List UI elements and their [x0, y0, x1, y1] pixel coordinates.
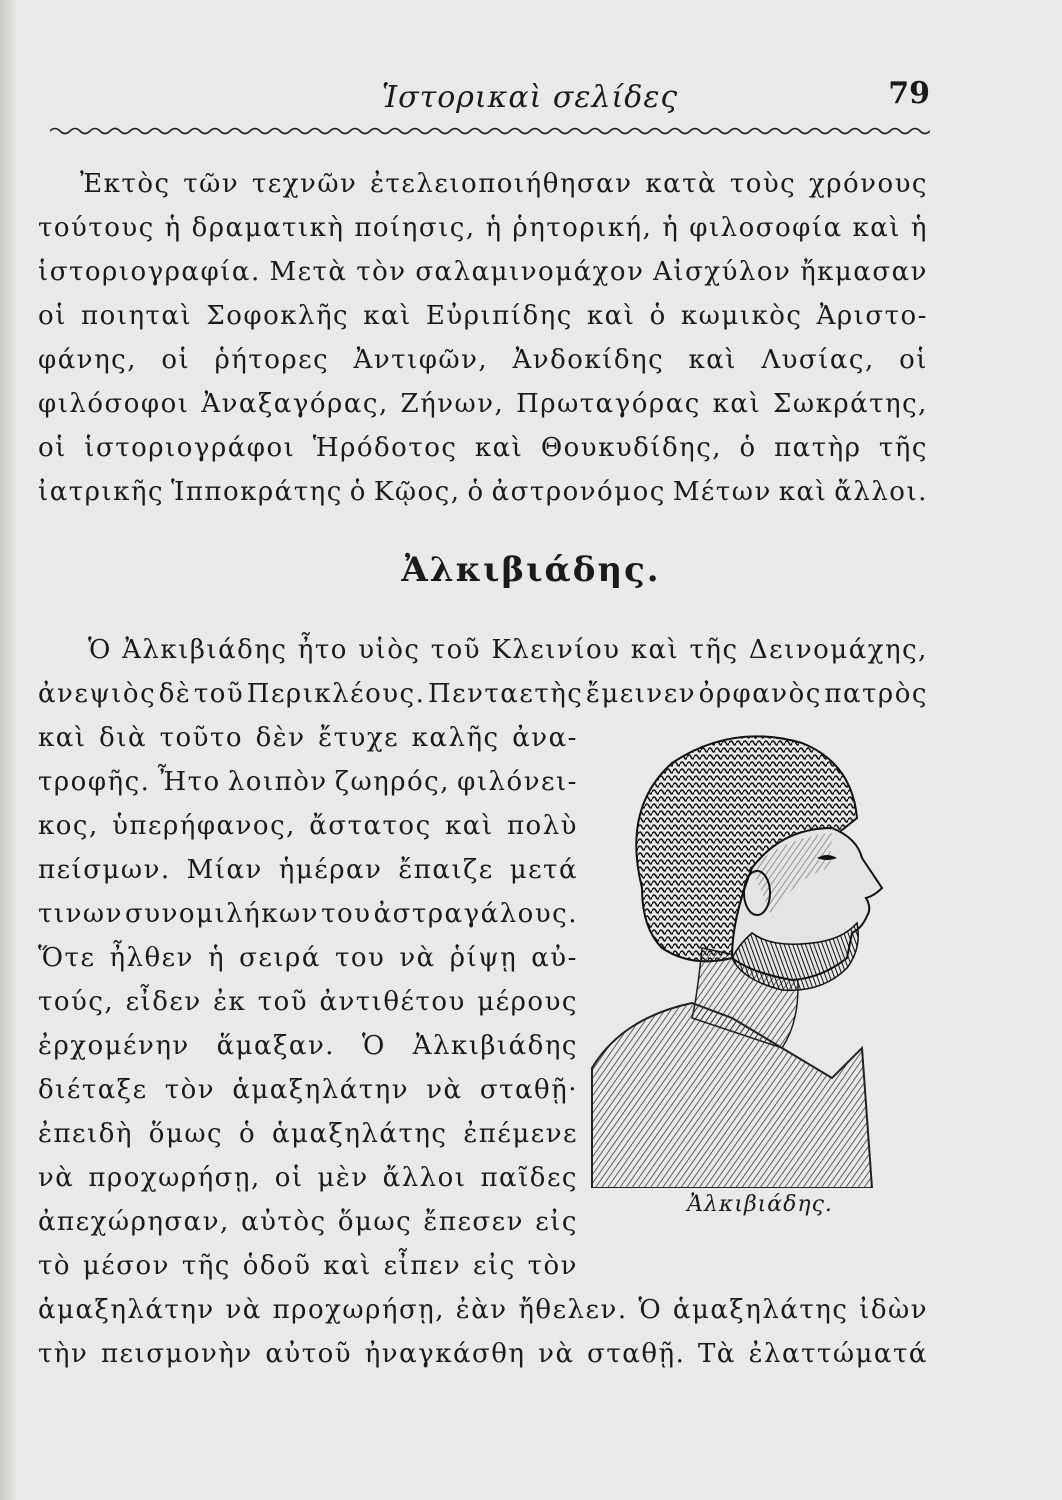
word: ἁμαξηλάτης — [672, 1295, 849, 1325]
word: Ἱπποκράτης — [171, 477, 343, 507]
word: ἐπειδὴ — [38, 1119, 133, 1149]
word: Εὐριπίδης — [425, 301, 573, 331]
word: ὁ — [739, 433, 757, 463]
word: ἐρχομένην — [38, 1031, 190, 1061]
word: ἤκμασαν — [800, 257, 928, 287]
word: Ἀντιφῶν, — [353, 345, 489, 375]
word: ἡ — [208, 943, 226, 973]
word: συνομιλήκων — [125, 899, 319, 929]
text-line — [38, 766, 578, 798]
word: καὶ — [38, 723, 87, 753]
word: ἱστοριογραφία. — [38, 257, 261, 287]
word: καὶ — [363, 301, 412, 331]
word: νὰ — [538, 1339, 575, 1369]
word: καὶ — [474, 433, 524, 463]
word: τοῦ — [257, 987, 309, 1017]
word: αὐτὸς — [241, 1207, 327, 1237]
word: ἰατρικῆς — [38, 477, 165, 507]
word: οἱ — [38, 433, 67, 463]
word: ἐτελειοποιήθησαν — [370, 169, 633, 199]
text-line — [38, 1162, 578, 1194]
word: Δεινομάχης, — [748, 635, 928, 665]
word: ὁ — [649, 301, 667, 331]
word: ὁδοῦ — [242, 1251, 312, 1281]
word: ὁ — [349, 477, 367, 507]
word: τῆς — [181, 1251, 231, 1281]
word: Ἀναξαγόρας, — [201, 389, 389, 419]
word: πείσμων. — [38, 855, 171, 885]
portrait-bust-engraving-icon — [582, 718, 932, 1188]
word: προχωρήσῃ, — [88, 1163, 261, 1193]
word: ἦλθεν — [109, 943, 194, 973]
word: ῥίψῃ — [449, 943, 518, 973]
text-line — [38, 476, 928, 508]
word: δὲν — [255, 723, 306, 753]
word: νὰ — [225, 1295, 262, 1325]
word: ἐλαττώματά — [748, 1339, 928, 1369]
word: Ὁ — [638, 1295, 663, 1325]
word: σειρά — [239, 943, 321, 973]
word: προχωρήσῃ, — [272, 1295, 446, 1325]
word: λοιπὸν — [227, 767, 328, 797]
text-line — [38, 1118, 578, 1150]
word: καὶ — [778, 477, 828, 507]
word: πατρὸς — [824, 679, 928, 709]
word: φιλόνει- — [457, 767, 578, 797]
text-line — [38, 344, 928, 376]
word: ὀρφανὸς — [698, 679, 822, 709]
word: ποιηταὶ — [81, 301, 193, 331]
text-line — [38, 810, 578, 842]
word: ἤθελεν. — [518, 1295, 628, 1325]
word: ἡ — [164, 213, 182, 243]
word: ἀστρονόμος — [491, 477, 666, 507]
word: Ἀλκιβιάδης — [412, 1031, 578, 1061]
word: ἰδὼν — [859, 1295, 928, 1325]
page-number: 79 — [888, 76, 930, 111]
word: τούς, — [38, 987, 115, 1017]
word: Ὅτε — [38, 943, 96, 973]
word: ἀπεχώρησαν, — [38, 1207, 230, 1237]
word: Μετὰ — [269, 257, 348, 287]
word: ἔπεσεν — [423, 1207, 524, 1237]
word: νὰ — [399, 943, 436, 973]
word: φάνης, — [38, 345, 137, 375]
word: υἱὸς — [358, 635, 421, 665]
word: αὐ- — [531, 943, 578, 973]
word: Ἦτο — [157, 767, 221, 797]
word: ὅμως — [337, 1207, 413, 1237]
word: σταθῇ· — [479, 1075, 578, 1105]
text-line — [38, 432, 928, 464]
word: ζωηρός, — [334, 767, 450, 797]
word: του — [334, 943, 386, 973]
word: τοῦ — [430, 635, 482, 665]
text-line — [38, 1250, 578, 1282]
word: οἱ — [274, 1163, 304, 1193]
running-head: Ἱστορικαὶ σελίδες — [381, 80, 679, 115]
word: τοὺς — [729, 169, 797, 199]
word: εἶδεν — [125, 987, 202, 1017]
word: Μέτων — [672, 477, 772, 507]
word: καὶ — [688, 345, 737, 375]
word: ποίησις, — [354, 213, 476, 243]
decorative-wavy-rule — [50, 126, 930, 136]
word: τὸν — [527, 1251, 578, 1281]
word: τοῦ — [193, 679, 245, 709]
word: παῖδες — [480, 1163, 578, 1193]
word: Μίαν — [186, 855, 263, 885]
word: Θουκυδίδης, — [540, 433, 723, 463]
word: ἐπέμενε — [463, 1119, 578, 1149]
word: τῆς — [878, 433, 928, 463]
word: καὶ — [852, 213, 902, 243]
text-line — [38, 722, 578, 754]
word: σαλαμινομάχον — [415, 257, 645, 287]
word: ἄστατος — [309, 811, 432, 841]
word: Λυσίας, — [761, 345, 875, 375]
text-line — [38, 388, 928, 420]
word: τὸν — [164, 1075, 216, 1105]
word: Ὁ — [88, 635, 112, 665]
word: πατὴρ — [774, 433, 862, 463]
word: διὰ — [99, 723, 148, 753]
word: νὰ — [38, 1163, 75, 1193]
word: κατὰ — [645, 169, 718, 199]
text-line — [38, 1338, 928, 1370]
word: τοῦτο — [159, 723, 244, 753]
word: μέσον — [82, 1251, 170, 1281]
word: ῥητορική, — [512, 213, 653, 243]
word: ἀνα- — [512, 723, 578, 753]
word: Σοφοκλῆς — [206, 301, 350, 331]
text-line — [38, 854, 578, 886]
word: Αἰσχύλον — [653, 257, 792, 287]
word: φιλόσοφοι — [38, 389, 190, 419]
word: εἰς — [535, 1207, 578, 1237]
section-heading: Ἀλκιβιάδης. — [401, 550, 661, 590]
word: χρόνους — [808, 169, 928, 199]
text-line — [38, 942, 578, 974]
page-header — [40, 70, 940, 120]
word: καὶ — [712, 389, 762, 419]
word: ἐκ — [213, 987, 247, 1017]
word: Περικλέους. — [246, 679, 426, 709]
word: ἁμαξηλάτην — [232, 1075, 410, 1105]
word: ὅμως — [148, 1119, 224, 1149]
word: καλῆς — [411, 723, 500, 753]
word: ἀστραγάλους. — [373, 899, 578, 929]
word: μὲν — [317, 1163, 369, 1193]
word: ἁμαξηλάτην — [38, 1295, 215, 1325]
word: Σωκράτης, — [772, 389, 928, 419]
word: τεχνῶν — [251, 169, 358, 199]
word: εἰς — [473, 1251, 516, 1281]
word: Ὁ — [361, 1031, 386, 1061]
word: Τὰ — [698, 1339, 736, 1369]
word: ἡ — [910, 213, 928, 243]
text-line — [38, 1030, 578, 1062]
word: αὐτοῦ — [265, 1339, 353, 1369]
word: ὁ — [238, 1119, 257, 1149]
text-line — [38, 212, 928, 244]
word: ἄλλοι — [382, 1163, 467, 1193]
word: ἡ — [485, 213, 503, 243]
word: ἦτο — [297, 635, 348, 665]
word: Κῷος, — [373, 477, 461, 507]
word: τὴν — [38, 1339, 89, 1369]
word: τροφῆς. — [38, 767, 151, 797]
word: ἡμέραν — [278, 855, 383, 885]
text-line — [38, 898, 578, 930]
word: ἀντιθέτου — [319, 987, 466, 1017]
text-line — [80, 168, 928, 200]
word: τὸν — [356, 257, 407, 287]
word: μέρους — [477, 987, 578, 1017]
word: ὑπερήφανος, — [112, 811, 296, 841]
word: Ἀνδοκίδης — [512, 345, 665, 375]
text-line — [88, 634, 928, 666]
word: οἱ — [899, 345, 928, 375]
text-line — [38, 1206, 578, 1238]
text-line — [38, 678, 928, 710]
word: εἶπεν — [383, 1251, 462, 1281]
figure-caption: Ἀλκιβιάδης. — [687, 1192, 833, 1217]
word: Ἡρόδοτος — [312, 433, 458, 463]
word: οἱ — [161, 345, 191, 375]
word: ἅμαξαν. — [216, 1031, 336, 1061]
word: σταθῇ. — [587, 1339, 686, 1369]
word: ἄλλοι. — [834, 477, 928, 507]
text-line — [38, 1294, 928, 1326]
word: τῶν — [183, 169, 240, 199]
word: πεισμονὴν — [100, 1339, 253, 1369]
word: ἡ — [662, 213, 680, 243]
word: πολὺ — [506, 811, 578, 841]
word: Ἀριστο- — [816, 301, 928, 331]
word: ἔπαιζε — [398, 855, 494, 885]
word: Κλεινίου — [491, 635, 621, 665]
word: καὶ — [445, 811, 494, 841]
word: ῥήτορες — [214, 345, 330, 375]
word: Πρωταγόρας — [516, 389, 701, 419]
word: δὲ — [158, 679, 192, 709]
word: ἔτυχε — [318, 723, 400, 753]
word: Ἀλκιβιάδης — [122, 635, 288, 665]
word: κος, — [38, 811, 99, 841]
word: τὸ — [38, 1251, 72, 1281]
text-line — [38, 300, 928, 332]
word: τῆς — [689, 635, 739, 665]
word: δραματικὴ — [191, 213, 345, 243]
word: του — [321, 899, 372, 929]
word: κωμικὸς — [680, 301, 803, 331]
word: τούτους — [38, 213, 155, 243]
word: ἀνεψιὸς — [38, 679, 157, 709]
word: οἱ — [38, 301, 67, 331]
word: καὶ — [323, 1251, 372, 1281]
word: καὶ — [630, 635, 680, 665]
word: Ἐκτὸς — [80, 169, 171, 199]
word: τινων — [38, 899, 123, 929]
word: ὁ — [467, 477, 485, 507]
word: καὶ — [586, 301, 636, 331]
word: διέταξε — [38, 1075, 148, 1105]
word: Πενταετὴς — [427, 679, 584, 709]
word: μετά — [509, 855, 578, 885]
text-line — [38, 256, 928, 288]
page-edge — [0, 0, 18, 1500]
word: φιλοσοφία — [689, 213, 843, 243]
word: νὰ — [426, 1075, 463, 1105]
word: ἁμαξηλάτης — [272, 1119, 448, 1149]
text-line — [38, 1074, 578, 1106]
word: Ζήνων, — [400, 389, 505, 419]
word: ἐὰν — [455, 1295, 508, 1325]
word: ἔμεινεν — [585, 679, 697, 709]
word: ἱστοριογράφοι — [84, 433, 296, 463]
text-line — [38, 986, 578, 1018]
word: ἠναγκάσθη — [364, 1339, 526, 1369]
